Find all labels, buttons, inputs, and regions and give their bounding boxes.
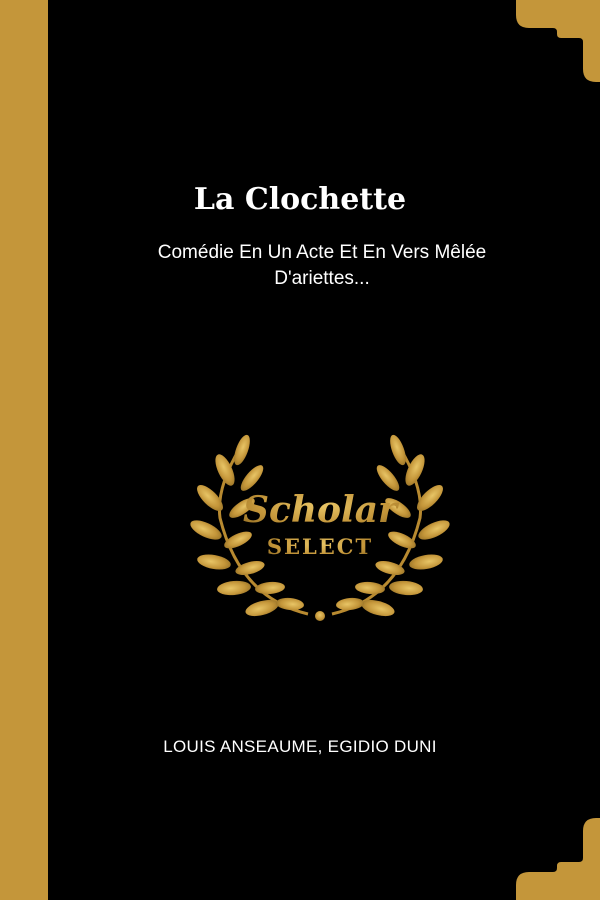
gold-spine-band	[0, 0, 48, 900]
logo-scholar-text: Scholar	[242, 489, 398, 531]
book-title: La Clochette	[193, 182, 407, 217]
book-subtitle: Comédie En Un Acte Et En Vers Mêlée D'ariettes...	[157, 242, 487, 289]
scholar-select-emblem	[180, 428, 460, 638]
book-authors: LOUIS ANSEAUME, EGIDIO DUNI	[163, 737, 437, 756]
bottom-right-corner-ornament	[516, 818, 600, 900]
top-right-corner-ornament	[516, 0, 600, 82]
logo-select-text: SELECT	[266, 534, 374, 559]
